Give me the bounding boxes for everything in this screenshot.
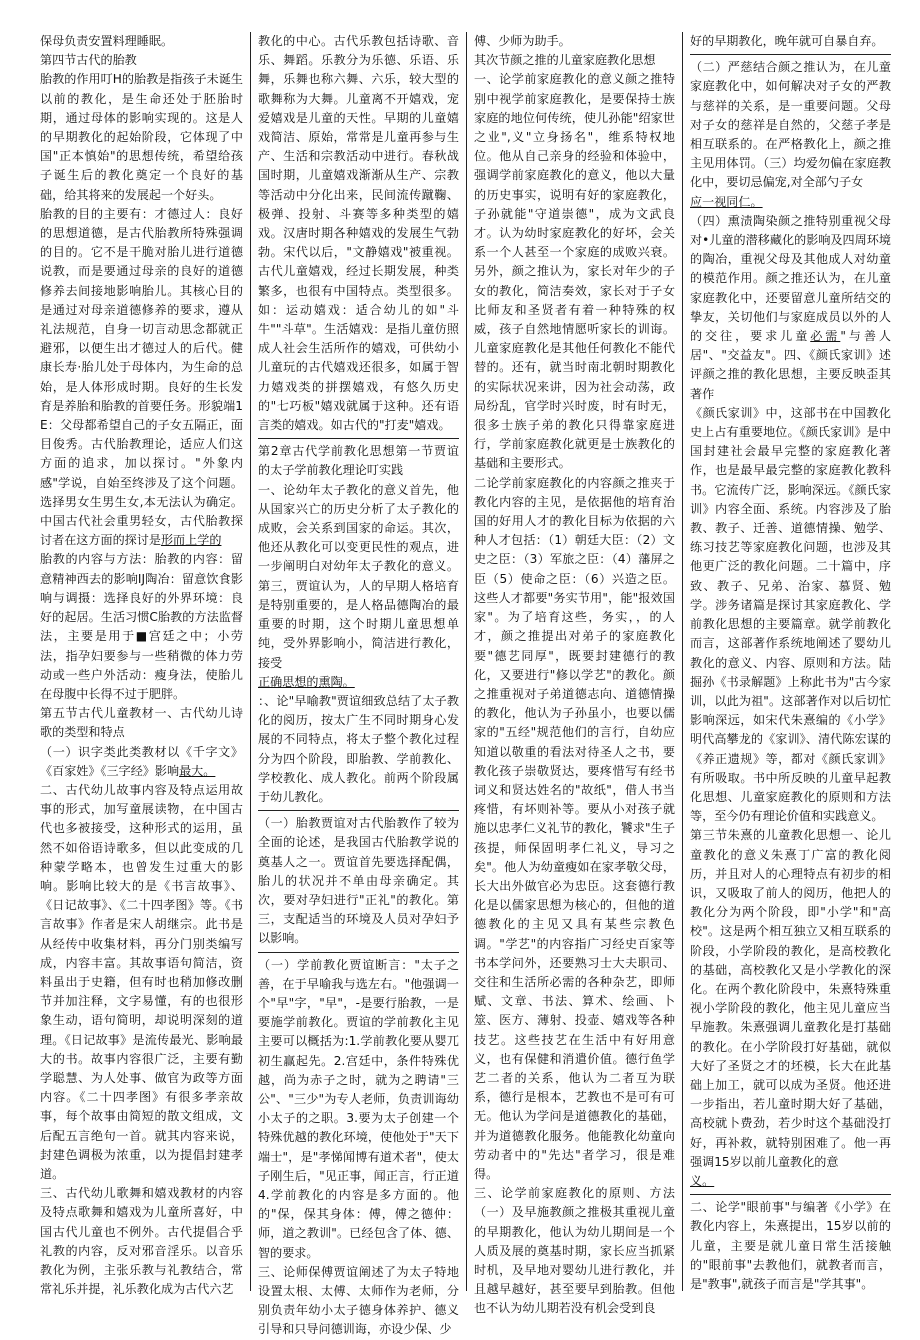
paragraph: 一、论幼年太子教化的意义首先，他从国家兴亡的历史分析了太子教化的成败，会关系到国家的命运。其次，他还从教化可以变更民性的观点，进一步阐明白对幼年太子教化的意义。第三，贾谊认为，人的早期人格培育是特别重要的，是人格品德陶冶的最重要的时期，这个时期儿童思想单纯，受外界影响小，简洁进行教化，接受 [258, 482, 459, 670]
paragraph [40, 205, 243, 551]
paragraph: （一）学前教化贾谊断言："太子之善，在于早喻我与选左右。"他强调一个"早"字，"早"，-是要行胎教，一是要施学前教化。贾谊的学前教化主见主要可以概括为:1.学前教化要从婴兀初生赢起先。2.宫廷中，条件特殊优越，尚为赤子之时，就为之聘请"三公"、"三少"为专人老师，负责训诲幼小太子的之职。3.要为太子创建一个特殊优越的教化环境，使他处于"天下端士"，是"孝悌闻博有道术者"，使太子刚生后，"见正事，闻正言，行正道4.学前教化的内容是多方面的。他的"保，保其身体：傅，傅之德仲：师，道之教训"。已经包含了体、德、智的要求。 [258, 957, 459, 1260]
paragraph: （一）胎教贾谊对古代胎教作了较为全面的论述，是我国古代胎教学说的奠基人之一。贾谊首先要选择配偶，胎儿的状况并不单由母亲确定。其次，要对孕妇进行"正礼"的教化。第三，支配适当的环境及人员对孕妇予以影响。 [258, 816, 459, 946]
paragraph: （四）熏渍陶染颜之推特别重视父母对•儿童的潜移藏化的影响及四周环境的陶冶，重视父母及其他成人对幼童的模范作用。颜之推还认为，在儿童家庭教化中，还要留意儿童所结交的挚友，关切他们与家庭成员以外的人的交往，要求儿童必需"与善人居"、"交益友"。四、《颜氏家训》述评颜之推的教化思想，主要反映歪其著作 [690, 213, 891, 401]
text-column-4 [682, 32, 898, 1291]
paragraph: 二、古代幼儿故事内容及特点运用故事的形式，加写童展读物，在中国古代也多被接受，这种形式的运用，虽然不如俗语诗歌多，但以此变成的几种蒙学略本，也曾发生过重大的影响。影响比较大的是《书言故事》、《日记故事》、《二十四孝图》等。《书言故事》作者是宋人胡继宗。此书是从经传中收集材料，再分门别类编写成，内容丰富。其故事语句简洁，资料虽出于史籍，但有时也稍加修改删节并加注释，文字易懂，有的也很形象生动，语句简明，却说明深刻的道理。《日记故事》是流传最光、影响最大的书。故事内容很广泛，主要有勤学聪慧、为人处事、做官为政等方面内容。《二十四孝图》有很多孝亲故事，每个故事由简短的散文组成，文后配五言绝句一首。就其内容来说，封建色调极为浓重，以为提倡封建孝道。 [40, 782, 243, 1181]
paragraph: 胎教的内容与方法：胎教的内容：留意精神西去的影响IJ陶冶：留意饮食影响与调摄：选择良好的外界环境：良好的起居。生活习惯C胎教的方法监督法，主要是用于■宫廷之中；小劳法，指孕妇要参与一些稍微的体力劳动或一些户外活动：瘦身法，使胎儿在母腹中长得不过于肥胖。 [40, 552, 243, 701]
underlined-text: 必需 [810, 329, 841, 344]
paragraph: 教化的中心。古代乐教包括诗歌、音乐、舞蹈。乐教分为乐德、乐语、乐舞，乐舞也称六舞、六乐，较大型的歌舞称为大舞。儿童离不开嬉戏，宠爱嬉戏是儿童的天性。早期的儿童嬉戏简洁、原始，常常是儿童再参与生产、生活和宗教活动中进行。春秋战国时期，儿童嬉戏渐渐从生产、宗教等活动中分化出来，民间流传蹴鞠、极弹、投射、斗赛等多种类型的嬉戏。汉唐时期各种嬉戏的发展生气勃勃。宋代以后，"文静嬉戏"被重视。古代儿童嬉戏，经过长期发展，种类繁多，也很有中国特点。类型很多。如：运动嬉戏：适合幼儿的如"斗牛""斗草"。生活嬉戏：是指儿童仿照成人社会生活所作的嬉戏，可供幼小儿童玩的古代嬉戏还很多，如属于智力嬉戏类的拼摆嬉戏，有悠久历史的"七巧板"嬉戏就属于这种。还有语言类的嬉戏。如古代的"打麦"嬉戏。 [258, 34, 459, 433]
paragraph [40, 743, 243, 781]
text-column-2 [250, 32, 466, 1337]
chapter-heading: 第2章古代学前教化思想第一节贾谊的太子学前教化理论叮实践 [258, 444, 459, 478]
paragraph: 义。 [690, 1173, 715, 1188]
paragraph: 二、论学"眼前事"与编著《小学》在教化内容上，朱熹提出，15岁以前的儿童，主要是就儿童日常生活接触的"眼前事"去教他们，就教者而言，是"教事",就孩子而言是"学其事"。 [690, 1200, 891, 1291]
divider [258, 810, 459, 811]
paragraph: 一、论学前家庭教化的意义颜之推特别中视学前家庭教化，是要保持士族家庭的地位何传统，使儿孙能"绍家世之业",义"立身扬名"，维系特权地位。他从自己亲身的经验和体验中，强调学前家庭教化的意义，他以大量的历史事实，说明有好的家庭教化，子孙就能"守道崇德"，成为文武良才。认为幼时家庭教化的好坏，会关系一个人甚至一个家庭的成败兴衰。另外，颜之推认为，家长对年少的子女的教化，简洁奏效，家长对于子女比师友和圣贤者有着一种特殊的权威，孩子自然地情愿听家长的训诲。儿童家庭教化是其他任何教化不能代替的。还有，就当时南北朝时期教化的实际状况来讲，因为社会动荡，政局纷乱，官学时兴时废，时有时无，很多士族子弟的教化只得靠家庭进行，学前家庭教化就更是士族教化的基础和主要形式。 [474, 72, 675, 471]
section-heading: 第五节古代儿童教材一、古代幼儿诗歌的类型和特点 [40, 706, 243, 740]
text-column-3 [466, 32, 682, 1316]
divider [690, 54, 891, 55]
section-heading: 其次节颜之推的儿童家庭教化思想 [474, 53, 656, 68]
paragraph: （二）严慈结合颜之推认为，在儿童家庭教化中，如何解决对子女的严教与慈祥的关系，是一重要问题。父母对子女的慈祥是自然的，父慈子孝是相互联系的。在严格教化上，颜之推主见用体罚。（三）均爱勿偏在家庭教化中，要切忌偏宠,对全部勺子女 [690, 60, 891, 190]
paragraph: 三、古代幼儿歌舞和嬉戏教材的内容及特点歌舞和嬉戏为儿童所喜好，中国古代儿童也不例外。古代提倡合乎礼教的内容，反对邪音淫乐。以音乐教化为例，主张乐教与礼教结合，常常礼乐并提，礼乐教化成为古代六艺 [40, 1186, 243, 1297]
paragraph: 好的早期教化，晚年就可自暴自弃。 [690, 34, 884, 48]
underlined-text: 最大。 [179, 763, 216, 778]
underlined-text: 形而上学的 [160, 533, 222, 548]
paragraph: 正确思想的熏陶。 [258, 674, 355, 689]
paragraph: 三、论师保傅贾谊阐述了为太子特地设置太根、太傅、太师作为老师，分别负责年幼小太子德身体养护、德义引导和只导问德训诲，亦设少保、少 [258, 1264, 459, 1337]
paragraph-text: （一）识字类此类教材以《千字文》《百家姓》《三字经》影响 [40, 744, 243, 778]
paragraph: 二论学前家庭教化的内容颜之推夹于教化内容的主见，是依据他的培育治国的好用人才的教化目标为依据的六种人才包括：（1）朝廷大臣：（2）文史之臣：（3）军旅之臣：（4）藩屏之臣（5）使命之臣：（6）兴造之臣。这些人才都要"务实节用"，能"报效国家"。为了培育这些，务实，，的人才，颜之推提出对弟子的家庭教化要"德艺同厚"，既要封建德行的教化，又要进行"修以学艺"的教化。颜之推重视对子弟道德志向、道德情操的教化，他认为子孙虽小，也要以儒家的"五经"规范他们的言行，自幼应知道以敬重的看法对待圣人之书，要教化孩子崇敬贤达，要疼惜写有经书词义和贤达姓名的"故纸"，借人书当疼惜，有坏则补等。要从小对孩子就施以忠孝仁义礼节的教化，饕求"生子孩提，师保固明孝仁礼义，导习之矣"。他人为幼童瘦如在家孝敬父母，长大出外做官必为忠臣。这套德行教化是以儒家思想为核心的，但他的道德教化的主见又具有某些宗教色调。"学艺"的内容指广习经史百家等书本学问外，还要熟习士大夫职司、交往和生活所必需的各种杂艺，即师赋、文章、书法、算术、绘画、卜筮、医方、薄射、投壶、嬉戏等各种技艺。这些技艺在生活中有好用意义，也有保健和消遣价值。德行鱼学艺二者的关系，他认为二者互为联系，德行是根本，艺教也不是可有可无。他认为学问是道德教化的基础，并为道德教化服务。他能教化幼童向劳动者中的"先达"者学习，很是难得。 [474, 475, 675, 1181]
divider [258, 952, 459, 953]
paragraph: 胎教的作用叮H的胎教是指孩子未诞生以前的教化，是生命还处于胚胎时期，通过母体的影响实现的。这是人的早期教化的起始阶段，它体现了中国"正本慎始"的思想传统，希望给孩子诞生后的教化奠定一个良好的基础，给其将来的发展起一个好头。 [40, 72, 243, 202]
paragraph: 保母负责安置料理睡眠。 [40, 34, 174, 48]
paragraph: 《颜氏家训》中，这部书在中国教化史上占有重要地位。《颜氏家训》是中国封建社会最早完整的家庭教化著作，也是最早最完整的家庭教化教科书。它流传广泛，影响深远。《颜氏家训》内容全面、系统。内容涉及了胎教、教子、迁善、道德情操、勉学、练习技艺等家庭教化问题，也涉及其他更广泛的教化问题。二十篇中，序致、教子、兄弟、治家、慕贤、勉学。涉务诸篇是探讨其家庭教化、学前教化思想的主要篇章。就学前教化而言，这部著作系统地阐述了婴幼儿教化的意义、内容、原则和方法。陆掘孙《书录解题》上称此书为"古今家训，以此为祖"。这部著作对以后切忙影响深远，如宋代朱熹编的《小学》明代高攀龙的《家训》、清代陈宏谋的《养正遗规》等，都对《颜氏家训》有所吸取。书中所反映的儿童早起教化思想、儿童家庭教化的原则和方法等，至今仍有理论价值和实践意义。 [690, 405, 891, 824]
paragraph-text: 胎教的目的主要有：才德过人：良好的思想道德，是古代胎教所特殊强调的目的。它不是干脆对胎儿进行道德说教，而是要通过母亲的良好的道德修养去间接地影响胎儿。其核心目的是通过对母亲道德修养的要求，遵从礼法规范，自身一切言动思念都就正避邪，以便生出才德过人的后代。健康长寿·胎儿处于母体内，为生命的总始，是人体形成时期。良好的生长发育是养胎和胎教的首要任务。形貌端1E：父母都希望自己的子女五隔正，面目俊秀。古代胎教理论，适应人们这方面的追求，加以探讨。"外象内感"学说，自始至终涉及了这个问题。选择男女生男生女,本无法认为确定。中国古代社会重男轻女，古代胎教探讨者在这方面的探讨是 [40, 206, 243, 548]
text-column-1 [36, 32, 250, 1297]
paragraph: 应一视同仁。 [690, 194, 763, 209]
paragraph: 傅、少师为助手。 [474, 34, 571, 48]
divider [690, 1194, 891, 1195]
paragraph: 第三节朱熹的儿童教化思想一、论儿童教化的意义朱熹丁广富的教化阅历，并且对人的心理特点有初步的相识，又吸取了前人的阅历，他把人的教化分为两个阶段，即"小学"和"高校"。这是两个相互独立又相互联系的阶段，小学阶段的教化，是高校教化的基础，高校教化又是小学教化的深化。在两个教化阶段中，朱熹特殊重视小学阶段的教化，他主见儿童应当早施教。朱熹强调儿童教化是打基础的教化。在小学阶段打好基础，就似大好了圣贤之才的坯模，长大在此基础上加工，就可以成为圣贤。他还进一步指出，若儿童时期大好了基础，高校就卜费劲，若少时这个基础没打好，再补救，就特别困难了。他一再强调15岁以前儿童教化的意 [690, 828, 891, 1169]
paragraph: 三、论学前家庭教化的原则、方法（一）及早施教颜之推极其重视儿童的早期教化，他认为幼儿期间是一个人质及展的奠基时期，家长应当抓紧时机，及早地对婴幼儿进行教化，并且越早越好，甚至要早到胎教。但他也不认为幼儿期若没有机会受到良 [474, 1186, 675, 1316]
section-heading: 第四节古代的胎教 [40, 53, 137, 68]
paragraph: ：、论"早喻教"贾谊细致总结了太子教化的阅历，按太广生不同时期身心发展的不同特点，将太子整个教化过程分为四个阶段，即胎教、学前教化、学校教化、成人教化。前两个阶段属于幼儿教化。 [258, 693, 459, 804]
divider [258, 438, 459, 439]
